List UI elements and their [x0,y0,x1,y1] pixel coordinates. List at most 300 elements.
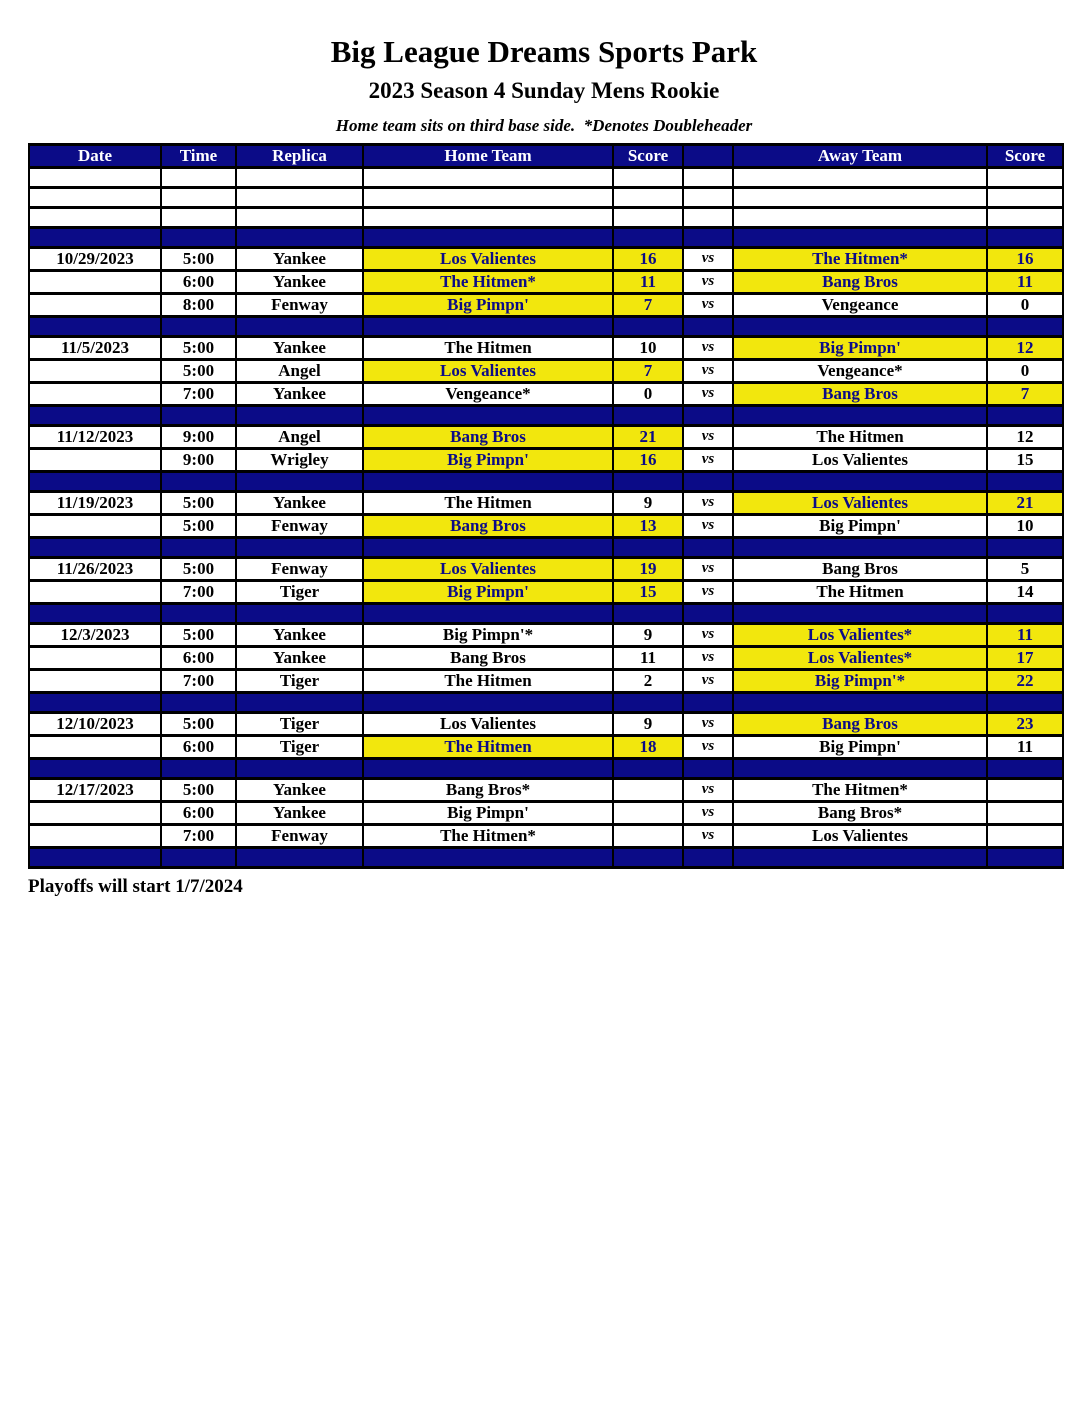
date-cell [29,471,161,491]
replica-cell: Yankee [236,646,363,669]
away-score-cell [987,847,1063,867]
replica-cell: Tiger [236,669,363,692]
replica-cell: Yankee [236,382,363,405]
time-cell [161,692,236,712]
home-team-cell: Big Pimpn' [363,293,613,316]
home-score-cell: 11 [613,646,683,669]
away-team-cell: Los Valientes* [733,623,987,646]
time-cell: 9:00 [161,448,236,471]
replica-cell: Yankee [236,491,363,514]
home-score-cell: 18 [613,735,683,758]
home-team-cell [363,603,613,623]
game-row [29,359,1063,382]
away-team-cell: Los Valientes [733,824,987,847]
game-row [29,293,1063,316]
replica-cell [236,405,363,425]
vs-cell: vs [683,425,733,448]
replica-cell: Yankee [236,336,363,359]
time-cell: 7:00 [161,382,236,405]
replica-cell: Tiger [236,735,363,758]
home-score-cell [613,316,683,336]
game-row [29,801,1063,824]
time-cell: 5:00 [161,491,236,514]
home-score-cell: 7 [613,293,683,316]
home-score-cell [613,405,683,425]
page-title: Big League Dreams Sports Park [330,34,758,69]
separator-row [29,405,1063,425]
replica-cell [236,537,363,557]
home-team-cell [363,187,613,207]
home-score-cell [613,603,683,623]
home-score-cell: 11 [613,270,683,293]
home-team-cell: Vengeance* [363,382,613,405]
away-team-cell: Bang Bros* [733,801,987,824]
away-score-cell: 23 [987,712,1063,735]
time-cell [161,167,236,187]
date-cell: 11/5/2023 [29,336,161,359]
away-team-cell: The Hitmen* [733,247,987,270]
home-score-cell [613,207,683,227]
time-cell: 6:00 [161,801,236,824]
replica-cell [236,167,363,187]
replica-cell: Yankee [236,247,363,270]
game-row [29,514,1063,537]
away-team-cell: Vengeance [733,293,987,316]
table-header-row [29,144,1063,167]
vs-cell [683,537,733,557]
col-header-date: Date [29,144,161,167]
home-score-cell [613,537,683,557]
home-team-cell: Big Pimpn' [363,801,613,824]
replica-cell [236,227,363,247]
game-row [29,824,1063,847]
schedule-table [28,143,1064,869]
date-cell [29,735,161,758]
away-team-cell: Bang Bros [733,712,987,735]
home-team-cell: Los Valientes [363,557,613,580]
date-cell: 10/29/2023 [29,247,161,270]
home-team-cell [363,316,613,336]
replica-cell [236,207,363,227]
replica-cell: Yankee [236,270,363,293]
vs-cell: vs [683,669,733,692]
separator-row [29,847,1063,867]
time-cell: 5:00 [161,557,236,580]
away-score-cell: 16 [987,247,1063,270]
away-team-cell [733,692,987,712]
time-cell [161,187,236,207]
replica-cell: Yankee [236,778,363,801]
date-cell [29,382,161,405]
date-cell: 12/17/2023 [29,778,161,801]
col-header-home-score: Score [613,144,683,167]
home-team-cell: The Hitmen [363,669,613,692]
game-row [29,735,1063,758]
game-row [29,382,1063,405]
replica-cell: Fenway [236,557,363,580]
date-cell [29,847,161,867]
away-score-cell [987,227,1063,247]
home-team-cell [363,405,613,425]
home-team-cell [363,537,613,557]
vs-cell: vs [683,623,733,646]
time-cell: 5:00 [161,247,236,270]
replica-cell: Yankee [236,801,363,824]
away-team-cell: The Hitmen [733,580,987,603]
replica-cell: Angel [236,359,363,382]
time-cell [161,847,236,867]
home-score-cell: 16 [613,247,683,270]
replica-cell [236,187,363,207]
away-score-cell: 0 [987,293,1063,316]
date-cell [29,227,161,247]
vs-cell: vs [683,735,733,758]
game-row [29,669,1063,692]
vs-cell: vs [683,778,733,801]
playoffs-note: Playoffs will start 1/7/2024 [28,875,243,897]
time-cell [161,316,236,336]
vs-cell: vs [683,491,733,514]
time-cell [161,758,236,778]
game-row [29,646,1063,669]
date-cell [29,207,161,227]
game-row [29,712,1063,735]
away-score-cell [987,471,1063,491]
time-cell: 5:00 [161,514,236,537]
vs-cell: vs [683,557,733,580]
replica-cell: Tiger [236,712,363,735]
away-team-cell: Big Pimpn'* [733,669,987,692]
home-score-cell: 19 [613,557,683,580]
separator-row [29,603,1063,623]
game-row [29,425,1063,448]
replica-cell [236,471,363,491]
away-team-cell: Vengeance* [733,359,987,382]
empty-row [29,167,1063,187]
away-score-cell: 11 [987,623,1063,646]
time-cell: 6:00 [161,735,236,758]
home-team-cell: The Hitmen [363,491,613,514]
home-score-cell [613,758,683,778]
game-row [29,336,1063,359]
home-score-cell [613,187,683,207]
time-cell [161,537,236,557]
home-team-cell [363,758,613,778]
away-score-cell [987,405,1063,425]
vs-cell: vs [683,448,733,471]
away-team-cell: Bang Bros [733,382,987,405]
vs-cell [683,603,733,623]
home-team-cell: Bang Bros [363,425,613,448]
away-score-cell [987,207,1063,227]
away-team-cell [733,405,987,425]
away-score-cell: 14 [987,580,1063,603]
game-row [29,623,1063,646]
away-score-cell: 12 [987,336,1063,359]
time-cell: 5:00 [161,712,236,735]
separator-row [29,471,1063,491]
away-score-cell [987,537,1063,557]
away-score-cell: 10 [987,514,1063,537]
date-cell [29,514,161,537]
separator-row [29,692,1063,712]
separator-row [29,316,1063,336]
away-score-cell [987,187,1063,207]
replica-cell: Fenway [236,514,363,537]
time-cell [161,603,236,623]
vs-cell: vs [683,270,733,293]
away-score-cell: 5 [987,557,1063,580]
replica-cell: Fenway [236,824,363,847]
away-team-cell [733,207,987,227]
time-cell: 5:00 [161,778,236,801]
date-cell: 11/12/2023 [29,425,161,448]
home-team-cell: Bang Bros [363,646,613,669]
away-score-cell [987,316,1063,336]
away-team-cell: Los Valientes [733,491,987,514]
away-score-cell [987,801,1063,824]
time-cell [161,227,236,247]
game-row [29,778,1063,801]
vs-cell [683,405,733,425]
date-cell [29,537,161,557]
schedule-table-body [29,167,1063,867]
home-score-cell [613,692,683,712]
away-team-cell: Los Valientes [733,448,987,471]
vs-cell [683,692,733,712]
time-cell: 7:00 [161,580,236,603]
away-score-cell [987,692,1063,712]
col-header-vs-spacer [683,144,733,167]
home-team-cell: Los Valientes [363,712,613,735]
date-cell [29,603,161,623]
date-cell [29,692,161,712]
replica-cell [236,758,363,778]
away-score-cell: 22 [987,669,1063,692]
home-score-cell [613,847,683,867]
time-cell: 6:00 [161,270,236,293]
home-score-cell: 7 [613,359,683,382]
date-cell: 11/26/2023 [29,557,161,580]
separator-row [29,227,1063,247]
away-score-cell: 21 [987,491,1063,514]
time-cell: 5:00 [161,623,236,646]
away-score-cell: 15 [987,448,1063,471]
vs-cell: vs [683,293,733,316]
away-team-cell: Bang Bros [733,270,987,293]
page-subtitle: 2023 Season 4 Sunday Mens Rookie [368,77,720,103]
home-team-cell: Los Valientes [363,247,613,270]
home-score-cell: 13 [613,514,683,537]
vs-cell [683,847,733,867]
date-cell [29,270,161,293]
date-cell: 12/3/2023 [29,623,161,646]
vs-cell [683,758,733,778]
vs-cell [683,167,733,187]
away-score-cell: 0 [987,359,1063,382]
game-row [29,557,1063,580]
date-cell [29,293,161,316]
home-team-cell [363,847,613,867]
time-cell: 8:00 [161,293,236,316]
date-cell [29,758,161,778]
replica-cell: Angel [236,425,363,448]
date-cell [29,405,161,425]
home-score-cell: 9 [613,491,683,514]
away-team-cell: Big Pimpn' [733,735,987,758]
home-score-cell [613,167,683,187]
time-cell: 7:00 [161,824,236,847]
home-team-cell: Big Pimpn'* [363,623,613,646]
time-cell: 9:00 [161,425,236,448]
home-team-cell [363,227,613,247]
home-score-cell: 2 [613,669,683,692]
home-team-cell [363,167,613,187]
time-cell [161,471,236,491]
vs-cell: vs [683,336,733,359]
replica-cell: Yankee [236,623,363,646]
away-score-cell [987,824,1063,847]
home-score-cell: 9 [613,623,683,646]
vs-cell: vs [683,646,733,669]
home-team-cell: Bang Bros* [363,778,613,801]
date-cell: 11/19/2023 [29,491,161,514]
time-cell [161,207,236,227]
vs-cell: vs [683,382,733,405]
date-cell [29,316,161,336]
home-score-cell [613,778,683,801]
vs-cell: vs [683,514,733,537]
away-team-cell: The Hitmen [733,425,987,448]
legend-note: Home team sits on third base side. *Denotes Doubleheader [335,115,753,135]
vs-cell: vs [683,712,733,735]
date-cell [29,646,161,669]
home-team-cell: The Hitmen* [363,824,613,847]
home-team-cell: The Hitmen* [363,270,613,293]
replica-cell: Tiger [236,580,363,603]
vs-cell [683,207,733,227]
away-score-cell [987,167,1063,187]
game-row [29,270,1063,293]
col-header-home-team: Home Team [363,144,613,167]
date-cell [29,448,161,471]
home-score-cell: 10 [613,336,683,359]
away-team-cell [733,758,987,778]
vs-cell [683,187,733,207]
home-team-cell [363,692,613,712]
date-cell [29,187,161,207]
away-team-cell [733,187,987,207]
away-team-cell [733,167,987,187]
col-header-time: Time [161,144,236,167]
home-score-cell: 21 [613,425,683,448]
home-team-cell: Big Pimpn' [363,580,613,603]
game-row [29,448,1063,471]
home-score-cell [613,824,683,847]
away-team-cell [733,537,987,557]
vs-cell [683,471,733,491]
date-cell: 12/10/2023 [29,712,161,735]
col-header-replica: Replica [236,144,363,167]
away-team-cell: Big Pimpn' [733,336,987,359]
date-cell [29,167,161,187]
away-team-cell: The Hitmen* [733,778,987,801]
away-team-cell: Los Valientes* [733,646,987,669]
home-score-cell: 16 [613,448,683,471]
away-score-cell: 11 [987,735,1063,758]
home-score-cell: 15 [613,580,683,603]
away-team-cell: Big Pimpn' [733,514,987,537]
date-cell [29,359,161,382]
away-team-cell [733,603,987,623]
away-team-cell [733,471,987,491]
vs-cell: vs [683,359,733,382]
home-team-cell: Big Pimpn' [363,448,613,471]
vs-cell: vs [683,580,733,603]
replica-cell: Fenway [236,293,363,316]
away-team-cell [733,847,987,867]
away-score-cell: 11 [987,270,1063,293]
home-team-cell [363,471,613,491]
away-score-cell [987,603,1063,623]
home-score-cell: 0 [613,382,683,405]
away-score-cell [987,758,1063,778]
time-cell: 7:00 [161,669,236,692]
vs-cell [683,227,733,247]
separator-row [29,537,1063,557]
empty-row [29,187,1063,207]
date-cell [29,801,161,824]
home-score-cell: 9 [613,712,683,735]
home-team-cell: Los Valientes [363,359,613,382]
home-team-cell: The Hitmen [363,735,613,758]
home-score-cell [613,471,683,491]
date-cell [29,669,161,692]
game-row [29,580,1063,603]
vs-cell [683,316,733,336]
vs-cell: vs [683,824,733,847]
home-score-cell [613,801,683,824]
away-team-cell [733,316,987,336]
away-score-cell: 12 [987,425,1063,448]
time-cell: 5:00 [161,336,236,359]
home-team-cell: The Hitmen [363,336,613,359]
away-score-cell: 17 [987,646,1063,669]
col-header-away-score: Score [987,144,1063,167]
time-cell [161,405,236,425]
vs-cell: vs [683,801,733,824]
away-team-cell [733,227,987,247]
time-cell: 6:00 [161,646,236,669]
date-cell [29,824,161,847]
home-team-cell: Bang Bros [363,514,613,537]
replica-cell: Wrigley [236,448,363,471]
replica-cell [236,692,363,712]
away-team-cell: Bang Bros [733,557,987,580]
date-cell [29,580,161,603]
home-score-cell [613,227,683,247]
away-score-cell [987,778,1063,801]
game-row [29,491,1063,514]
away-score-cell: 7 [987,382,1063,405]
replica-cell [236,847,363,867]
time-cell: 5:00 [161,359,236,382]
replica-cell [236,316,363,336]
empty-row [29,207,1063,227]
col-header-away-team: Away Team [733,144,987,167]
replica-cell [236,603,363,623]
vs-cell: vs [683,247,733,270]
